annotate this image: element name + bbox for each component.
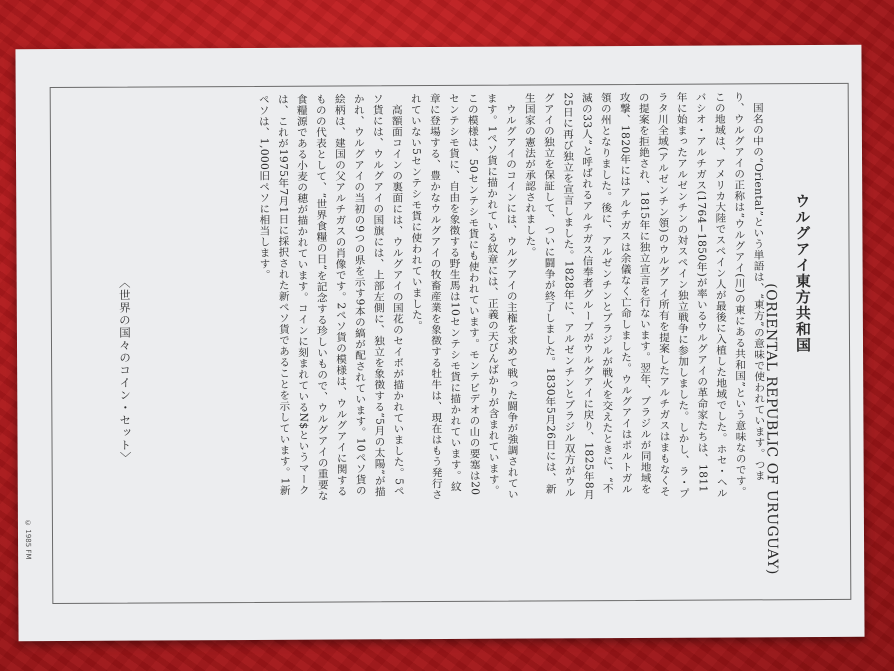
coin-set-info-card: [15, 45, 864, 641]
body-paragraph: ウルグアイのコインには、ウルグアイの主権を求めて戦った闘争が強調されています。1ペソ貨に描かれている紋章には、正義の天びんばかりが含まれています。この模様は、50センテシモ貨にも使われています。モンテビデオの山の要塞は20センテシモ貨に、自由を象徴する野生馬は10センテシモ貨に描かれています。紋章に登場する、豊かなウルグアイの牧畜産業を象徴する牡牛は、現在はもう発行されていない5センテシモ貨に使われていました。: [409, 92, 519, 501]
card-title: ウルグアイ東方共和国: [793, 193, 813, 354]
copyright-notice: © 1985 FM: [23, 519, 33, 560]
series-footer: 〈世界の国々のコイン・セット〉: [117, 276, 133, 465]
card-content: [50, 83, 850, 602]
body-paragraph: 高額面コインの裏面には、ウルグアイの国花のセイボが描かれていました。5ペソ貨には、ウルグアイの国旗には、上部左側に、独立を象徴する“5月の太陽”が描かれ、ウルグアイの当初の9つの県を示す9本の縞が配されています。10ペソ貨の絵柄は、建国の父アルチガスの肖像です。2ペソ貨の模様は、ウルグアイに関するものの代表として、“世界食糧の日”を記念する珍しいもので、ウルグアイの重要な食糧源である小麦の穂が描かれています。コインに刻まれているN$というマークは、これが1975年7月1日に採択された新ペソ貨であることを示しています。1新ペソは、1,000旧ペソに相当します。: [257, 93, 405, 502]
card-body-text: [254, 91, 769, 504]
body-paragraph: 国名の中の“Oriental”という単語は、“東方”の意味で使われています。つまり、ウルグアイの正称は“ウルグアイ(川)の東にある共和国”という意味なのです。この地域は、アメリカ大陸でスペイン人が最後に入植した地域でした。ホセ・ヘルバシオ・アルチガス(1764−1850年)が率いるウルグアイの革命家たちは、1811年に始まったアルゼンチンの対スペイン独立戦争に参加しました。しかし、ラ・プラタ川全域(アルゼンチン領)のウルグアイ所有を提案したアルチガスはまもなくその提案を拒絶され、1815年に独立宣言を行ないます。翌年、ブラジルが同地域を攻撃、1820年にはアルチガスは余儀なく亡命しました。ウルグアイはポルトガル領の州となりました。後に、アルゼンチンとブラジルが戦火を交えたときに、“不滅の33人”と呼ばれるアルチガス信奉者グループがウルグアイに戻り、1825年8月25日に再び独立を宣言しました。1828年に、アルゼンチンとブラジル双方がウルグアイの独立を保証して、ついに闘争が終了しました。1830年5月26日には、新生国家の憲法が承認されました。: [523, 91, 766, 501]
card-subtitle: (ORIENTAL REPUBLIC OF URUGUAY): [762, 283, 781, 575]
